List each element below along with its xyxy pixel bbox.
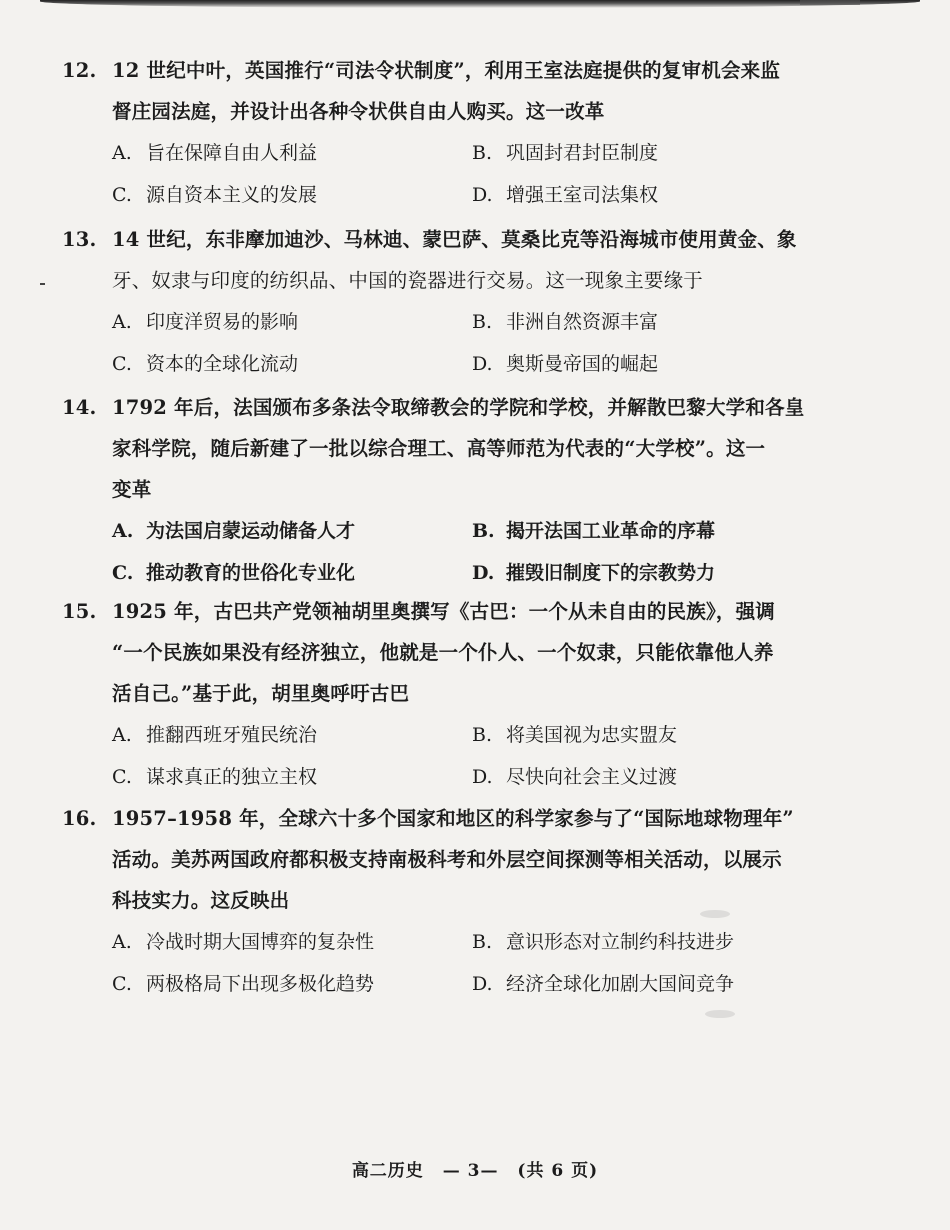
question-13 bbox=[62, 219, 852, 385]
smudge bbox=[705, 1010, 735, 1018]
question-stem-line: 1792 年后，法国颁布多条法令取缔教会的学院和学校，并解散巴黎大学和各皇 bbox=[112, 396, 805, 419]
question-stem-line: 牙、奴隶与印度的纺织品、中国的瓷器进行交易。这一现象主要缘于 bbox=[112, 269, 704, 292]
option-a[interactable]: A. 推翻西班牙殖民统治 bbox=[112, 724, 318, 746]
option-b[interactable]: B. 非洲自然资源丰富 bbox=[472, 311, 659, 333]
footer-page-number: — 3— bbox=[442, 1161, 499, 1181]
footer-total-pages: (共 6 页) bbox=[517, 1161, 599, 1181]
question-stem-line: 科技实力。这反映出 bbox=[112, 889, 290, 912]
question-number: 14. bbox=[62, 396, 97, 419]
scan-edge-mark bbox=[800, 0, 860, 5]
option-a[interactable]: A. 印度洋贸易的影响 bbox=[112, 311, 299, 333]
option-d[interactable]: D. 经济全球化加剧大国间竞争 bbox=[472, 973, 735, 995]
question-number: 13. bbox=[62, 228, 97, 251]
question-number: 16. bbox=[62, 807, 97, 830]
option-c[interactable]: C. 谋求真正的独立主权 bbox=[112, 766, 318, 788]
question-stem-line: 1957–1958 年，全球六十多个国家和地区的科学家参与了“国际地球物理年” bbox=[112, 807, 794, 830]
question-stem-line: 活自己。”基于此，胡里奥呼吁古巴 bbox=[112, 682, 410, 705]
option-c[interactable]: C. 两极格局下出现多极化趋势 bbox=[112, 973, 375, 995]
question-14 bbox=[62, 387, 852, 594]
option-list bbox=[62, 301, 852, 385]
option-d[interactable]: D. 增强王室司法集权 bbox=[472, 184, 659, 206]
option-c[interactable]: C. 源自资本主义的发展 bbox=[112, 184, 318, 206]
option-d[interactable]: D. 尽快向社会主义过渡 bbox=[472, 766, 678, 788]
question-stem-line: 14 世纪，东非摩加迪沙、马林迪、蒙巴萨、莫桑比克等沿海城市使用黄金、象 bbox=[112, 228, 797, 251]
option-b[interactable]: B. 将美国视为忠实盟友 bbox=[472, 724, 678, 746]
option-b[interactable]: B. 巩固封君封臣制度 bbox=[472, 142, 659, 164]
option-list bbox=[62, 714, 852, 798]
option-list bbox=[62, 510, 852, 594]
option-d[interactable]: D. 摧毁旧制度下的宗教势力 bbox=[472, 562, 716, 584]
question-stem-line: 活动。美苏两国政府都积极支持南极科考和外层空间探测等相关活动，以展示 bbox=[112, 848, 782, 871]
question-stem-line: 变革 bbox=[112, 478, 152, 501]
question-stem-line: 12 世纪中叶，英国推行“司法令状制度”，利用王室法庭提供的复审机会来监 bbox=[112, 59, 781, 82]
question-stem-line: 督庄园法庭，并设计出各种令状供自由人购买。这一改革 bbox=[112, 100, 605, 123]
option-a[interactable]: A. 旨在保障自由人利益 bbox=[112, 142, 318, 164]
question-number: 12. bbox=[62, 59, 97, 82]
footer-subject: 高二历史 bbox=[351, 1161, 424, 1181]
question-15 bbox=[62, 591, 852, 798]
scan-edge-shadow bbox=[40, 0, 920, 8]
option-a[interactable]: A. 冷战时期大国博弈的复杂性 bbox=[112, 931, 375, 953]
option-b[interactable]: B. 意识形态对立制约科技进步 bbox=[472, 931, 735, 953]
question-stem-line: 家科学院，随后新建了一批以综合理工、高等师范为代表的“大学校”。这一 bbox=[112, 437, 766, 460]
question-12 bbox=[62, 50, 852, 216]
option-c[interactable]: C. 推动教育的世俗化专业化 bbox=[112, 562, 356, 584]
stray-mark bbox=[40, 283, 45, 285]
option-d[interactable]: D. 奥斯曼帝国的崛起 bbox=[472, 353, 659, 375]
option-list bbox=[62, 132, 852, 216]
question-number: 15. bbox=[62, 600, 97, 623]
page-footer bbox=[0, 1156, 950, 1181]
option-a[interactable]: A. 为法国启蒙运动储备人才 bbox=[112, 520, 356, 542]
option-b[interactable]: B. 揭开法国工业革命的序幕 bbox=[472, 520, 716, 542]
question-stem-line: 1925 年，古巴共产党领袖胡里奥撰写《古巴：一个从未自由的民族》，强调 bbox=[112, 600, 776, 623]
question-16 bbox=[62, 798, 852, 1005]
option-c[interactable]: C. 资本的全球化流动 bbox=[112, 353, 299, 375]
option-list bbox=[62, 921, 852, 1005]
question-stem-line: “一个民族如果没有经济独立，他就是一个仆人、一个奴隶，只能依靠他人养 bbox=[112, 641, 774, 664]
